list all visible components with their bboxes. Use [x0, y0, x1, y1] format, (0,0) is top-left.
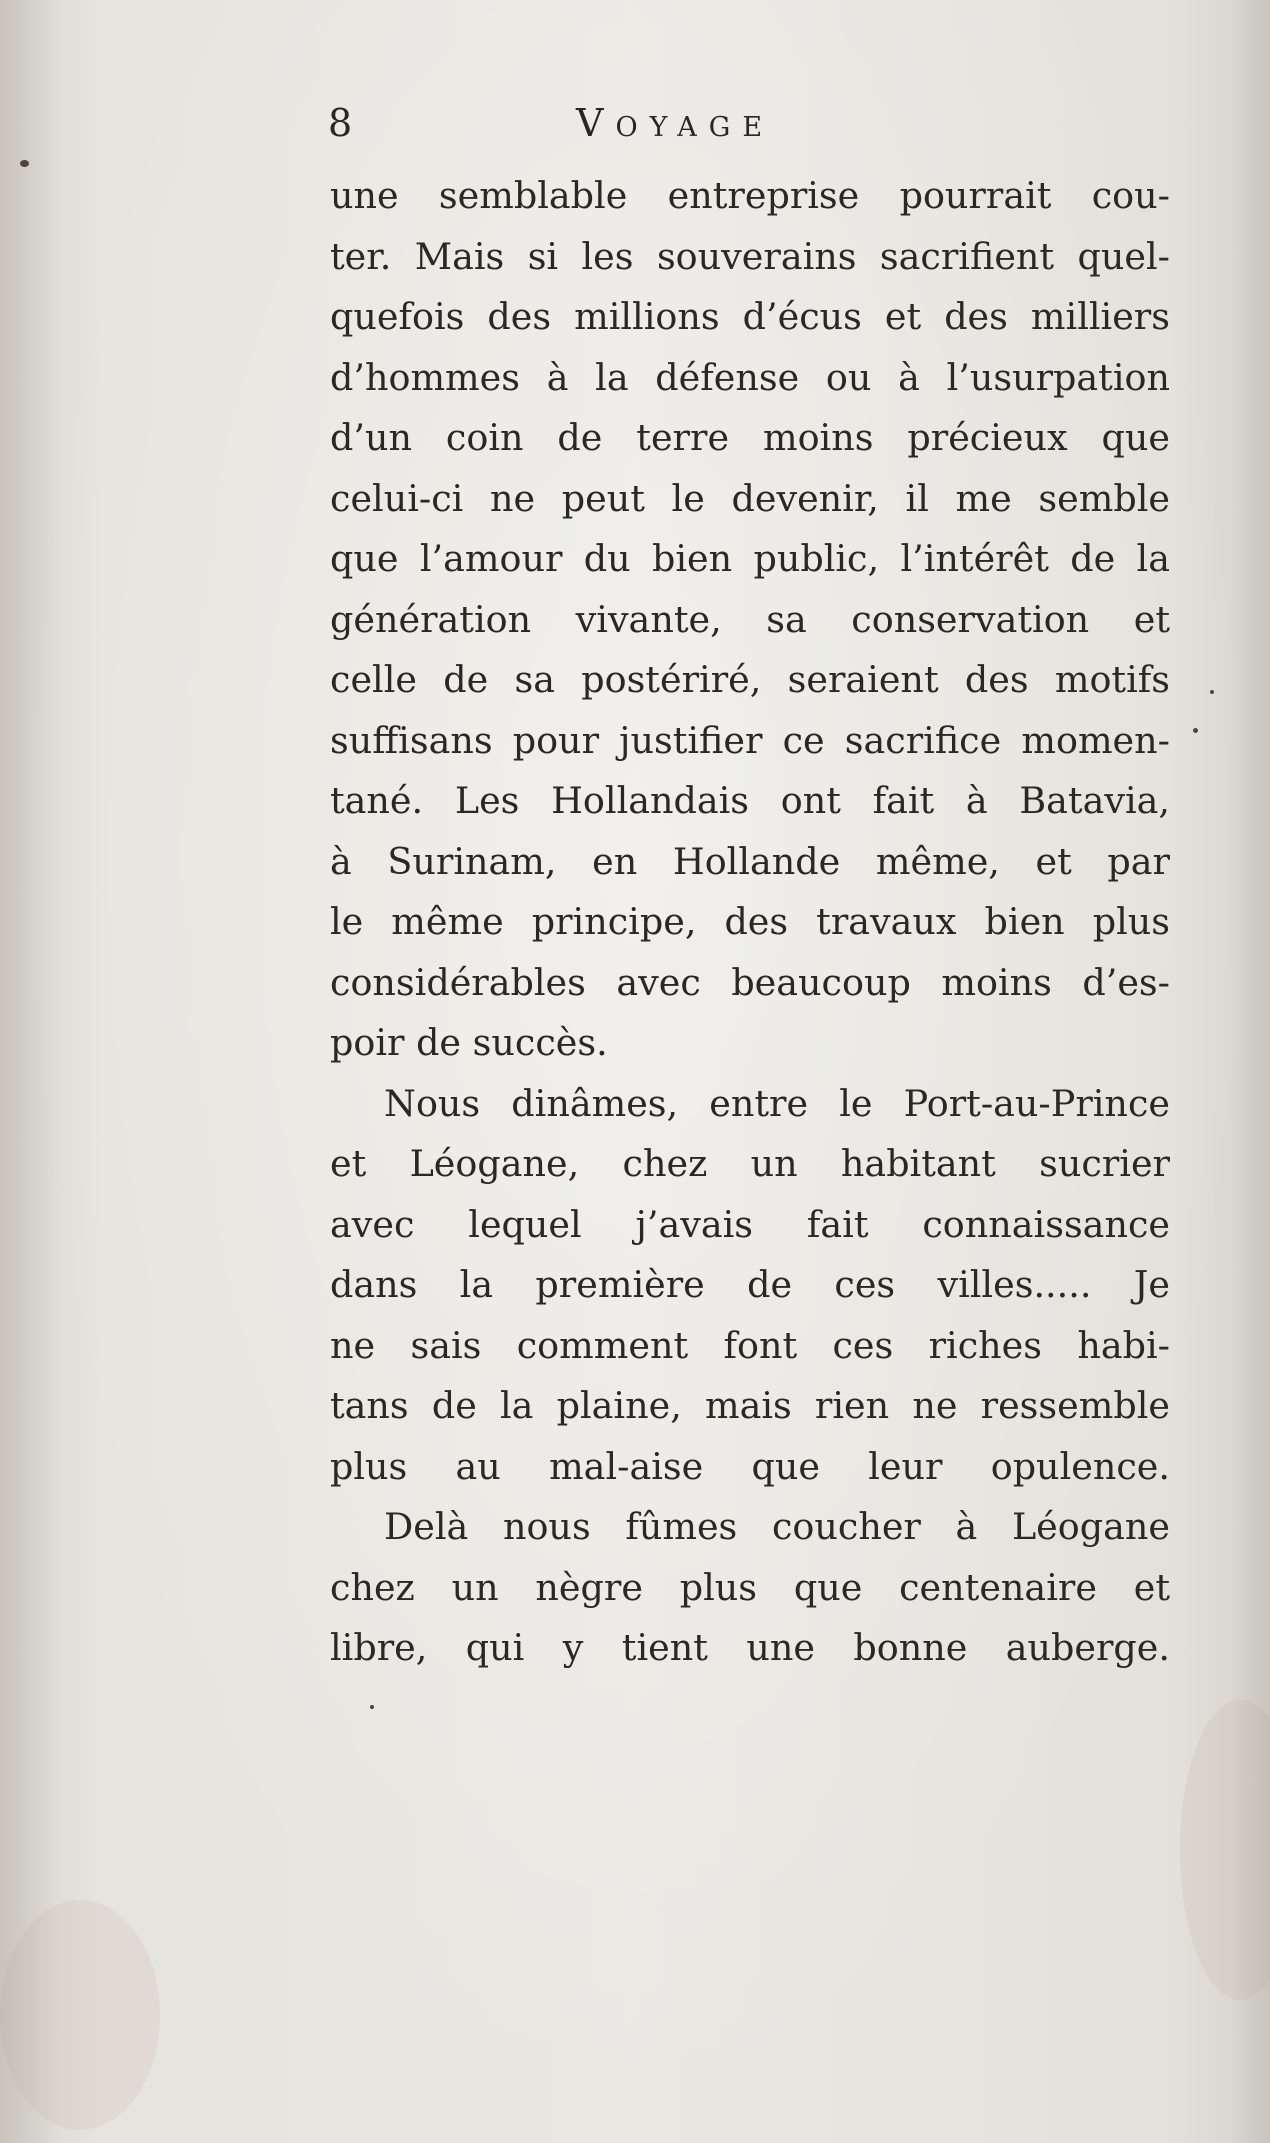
text-line: celle de sa postériré, seraient des motifs	[330, 658, 1170, 701]
running-head: Voyage	[576, 101, 775, 145]
text-line: tané. Les Hollandais ont fait à Batavia,	[330, 779, 1170, 822]
text-line: ter. Mais si les souverains sacrifient quel-	[330, 234, 1170, 278]
ink-speck	[20, 160, 29, 167]
text-line: tans de la plaine, mais rien ne ressemble	[330, 1384, 1170, 1427]
text-line: d’hommes à la défense ou à l’usurpation	[330, 355, 1170, 399]
text-line: que l’amour du bien public, l’intérêt de la	[330, 537, 1170, 580]
text-line: avec lequel j’avais fait connaissance	[330, 1202, 1170, 1246]
text-line: ne sais comment font ces riches habi-	[330, 1323, 1170, 1367]
text-line: une semblable entreprise pourrait cou-	[330, 174, 1170, 217]
text-line: Nous dinâmes, entre le Port-au-Prince	[384, 1081, 1170, 1125]
text-line: poir de succès.	[330, 1021, 608, 1064]
text-line: considérables avec beaucoup moins d’es-	[330, 960, 1170, 1004]
page-header	[326, 98, 1174, 148]
text-line: plus au mal-aise que leur opulence.	[330, 1444, 1170, 1488]
text-line: libre, qui y tient une bonne auberge.	[330, 1626, 1170, 1669]
text-line: suffisans pour justifier ce sacrifice momen-	[330, 718, 1170, 762]
text-line: et Léogane, chez un habitant sucrier	[330, 1142, 1170, 1185]
text-line: dans la première de ces villes..... Je	[330, 1263, 1170, 1306]
body-text	[330, 166, 1170, 1679]
page-number: 8	[328, 101, 353, 145]
text-line: chez un nègre plus que centenaire et	[330, 1565, 1170, 1609]
paper-stain	[1180, 1700, 1270, 2000]
text-line: Delà nous fûmes coucher à Léogane	[384, 1505, 1170, 1548]
ink-speck	[370, 1705, 374, 1709]
ink-speck	[1210, 690, 1214, 694]
ink-speck	[1193, 728, 1198, 733]
text-line: le même principe, des travaux bien plus	[330, 900, 1170, 943]
text-line: à Surinam, en Hollande même, et par	[330, 839, 1170, 883]
paper-stain	[0, 1900, 160, 2130]
text-line: quefois des millions d’écus et des milliers	[330, 295, 1170, 338]
page-edge-shadow-left	[0, 0, 60, 2143]
text-line: génération vivante, sa conservation et	[330, 597, 1170, 641]
text-line: celui-ci ne peut le devenir, il me semble	[330, 476, 1170, 520]
text-line: d’un coin de terre moins précieux que	[330, 416, 1170, 459]
